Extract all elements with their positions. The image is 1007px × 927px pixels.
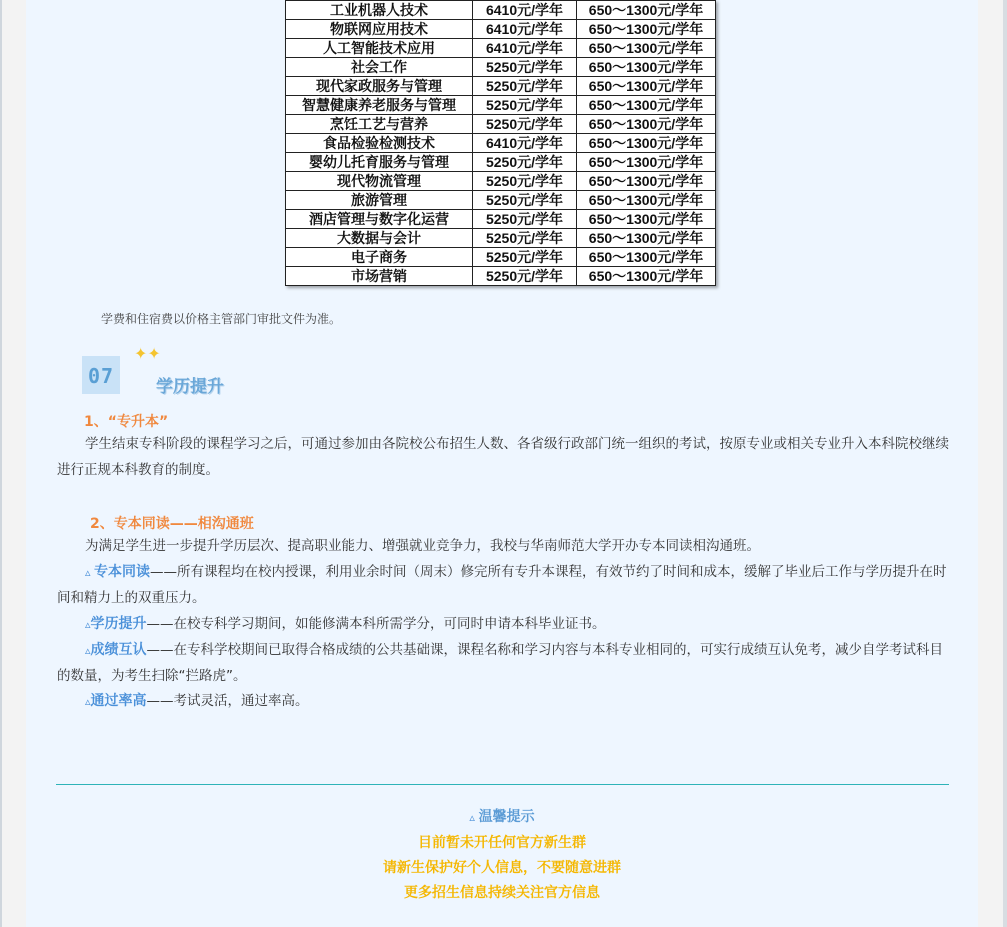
major-cell: 旅游管理 — [286, 191, 473, 210]
bullet-item — [57, 638, 949, 689]
major-cell: 社会工作 — [286, 58, 473, 77]
dorm-fee-cell: 650～1300元/学年 — [577, 115, 716, 134]
major-cell: 食品检验检测技术 — [286, 134, 473, 153]
major-cell: 电子商务 — [286, 248, 473, 267]
bullet-text: ——所有课程均在校内授课，利用业余时间（周末）修完所有专升本课程，有效节约了时间和成本，缓解了毕业后工作与学历提升在时间和精力上的双重压力。 — [57, 564, 947, 606]
major-cell: 酒店管理与数字化运营 — [286, 210, 473, 229]
major-cell: 大数据与会计 — [286, 229, 473, 248]
tuition-cell: 5250元/学年 — [473, 58, 577, 77]
tuition-cell: 5250元/学年 — [473, 153, 577, 172]
bullet-item — [57, 560, 949, 611]
divider-line — [56, 784, 949, 785]
dorm-fee-cell: 650～1300元/学年 — [577, 229, 716, 248]
fee-note: 学费和住宿费以价格主管部门审批文件为准。 — [101, 312, 342, 326]
bullet-text: ——考试灵活，通过率高。 — [146, 693, 309, 709]
bullet-label: 通过率高 — [90, 693, 147, 709]
dorm-fee-cell: 650～1300元/学年 — [577, 58, 716, 77]
bullet-label: 专本同读 — [94, 564, 151, 580]
triangle-icon: ▵ — [85, 644, 91, 657]
bullet-item — [57, 689, 949, 715]
tuition-cell: 5250元/学年 — [473, 191, 577, 210]
bullet-item — [57, 612, 949, 638]
major-cell: 人工智能技术应用 — [286, 39, 473, 58]
tuition-cell: 5250元/学年 — [473, 77, 577, 96]
fee-table-row — [286, 39, 716, 58]
bullet-label: 成绩互认 — [90, 642, 147, 658]
fee-table-row — [286, 153, 716, 172]
fee-table-row — [286, 172, 716, 191]
page-scrollbar-track[interactable] — [1003, 0, 1007, 927]
tips-title — [26, 806, 978, 826]
major-cell: 现代家政服务与管理 — [286, 77, 473, 96]
tip-line: 更多招生信息持续关注官方信息 — [404, 885, 600, 901]
major-cell: 智慧健康养老服务与管理 — [286, 96, 473, 115]
section-number-badge: 07 — [82, 356, 120, 394]
major-cell: 市场营销 — [286, 267, 473, 286]
item1-text: 学生结束专科阶段的课程学习之后，可通过参加由各院校公布招生人数、各省级行政部门统一组织的考试，按原专业或相关专业升入本科院校继续进行正规本科教育的制度。 — [57, 436, 949, 478]
item2-intro: 为满足学生进一步提升学历层次、提高职业能力、增强就业竞争力，我校与华南师范大学开办专本同读相沟通班。 — [85, 538, 760, 554]
tuition-cell: 5250元/学年 — [473, 210, 577, 229]
tuition-cell: 6410元/学年 — [473, 20, 577, 39]
dorm-fee-cell: 650～1300元/学年 — [577, 20, 716, 39]
bullet-label: 学历提升 — [90, 616, 147, 632]
article-content — [26, 0, 978, 927]
tuition-cell: 5250元/学年 — [473, 248, 577, 267]
dorm-fee-cell: 650～1300元/学年 — [577, 210, 716, 229]
triangle-icon: ▵ — [85, 618, 91, 631]
tips-title-text: 温馨提示 — [478, 809, 535, 825]
fee-table — [285, 0, 716, 286]
tuition-cell: 5250元/学年 — [473, 229, 577, 248]
tip-line: 目前暂未开任何官方新生群 — [418, 835, 586, 851]
tuition-cell: 6410元/学年 — [473, 39, 577, 58]
fee-table-row — [286, 96, 716, 115]
fee-table-row — [286, 77, 716, 96]
tuition-cell: 6410元/学年 — [473, 134, 577, 153]
fee-table-row — [286, 267, 716, 286]
fee-table-row — [286, 210, 716, 229]
dorm-fee-cell: 650～1300元/学年 — [577, 77, 716, 96]
tuition-cell: 5250元/学年 — [473, 172, 577, 191]
dorm-fee-cell: 650～1300元/学年 — [577, 1, 716, 20]
dorm-fee-cell: 650～1300元/学年 — [577, 39, 716, 58]
major-cell: 婴幼儿托育服务与管理 — [286, 153, 473, 172]
tip-line: 请新生保护好个人信息，不要随意进群 — [383, 860, 621, 876]
triangle-icon: ▵ — [85, 695, 91, 708]
fee-table-row — [286, 134, 716, 153]
page-left-border — [0, 0, 2, 927]
dorm-fee-cell: 650～1300元/学年 — [577, 191, 716, 210]
bullet-text: ——在校专科学习期间，如能修满本科所需学分，可同时申请本科毕业证书。 — [146, 616, 606, 632]
tuition-cell: 5250元/学年 — [473, 96, 577, 115]
fee-table-row — [286, 1, 716, 20]
fee-table-row — [286, 229, 716, 248]
section-title: 学历提升 — [156, 377, 224, 397]
item1-heading: 1、“专升本” — [84, 414, 169, 430]
dorm-fee-cell: 650～1300元/学年 — [577, 172, 716, 191]
dorm-fee-cell: 650～1300元/学年 — [577, 153, 716, 172]
triangle-icon: ▵ — [85, 566, 95, 579]
tuition-cell: 5250元/学年 — [473, 267, 577, 286]
dorm-fee-cell: 650～1300元/学年 — [577, 248, 716, 267]
fee-table-row — [286, 20, 716, 39]
fee-table-row — [286, 248, 716, 267]
dorm-fee-cell: 650～1300元/学年 — [577, 134, 716, 153]
dorm-fee-cell: 650～1300元/学年 — [577, 96, 716, 115]
major-cell: 烹饪工艺与营养 — [286, 115, 473, 134]
dorm-fee-cell: 650～1300元/学年 — [577, 267, 716, 286]
major-cell: 物联网应用技术 — [286, 20, 473, 39]
fee-table-row — [286, 115, 716, 134]
tuition-cell: 5250元/学年 — [473, 115, 577, 134]
sparkle-icon: ✦✦ — [134, 344, 161, 363]
bullet-text: ——在专科学校期间已取得合格成绩的公共基础课，课程名称和学习内容与本科专业相同的，可实行成绩互认免考，减少自学考试科目的数量，为考生扫除“拦路虎”。 — [57, 642, 944, 684]
fee-table-row — [286, 58, 716, 77]
major-cell: 工业机器人技术 — [286, 1, 473, 20]
tuition-cell: 6410元/学年 — [473, 1, 577, 20]
triangle-icon: ▵ — [469, 811, 479, 824]
fee-table-row — [286, 191, 716, 210]
item2-heading: 2、专本同读——相沟通班 — [90, 516, 254, 532]
major-cell: 现代物流管理 — [286, 172, 473, 191]
